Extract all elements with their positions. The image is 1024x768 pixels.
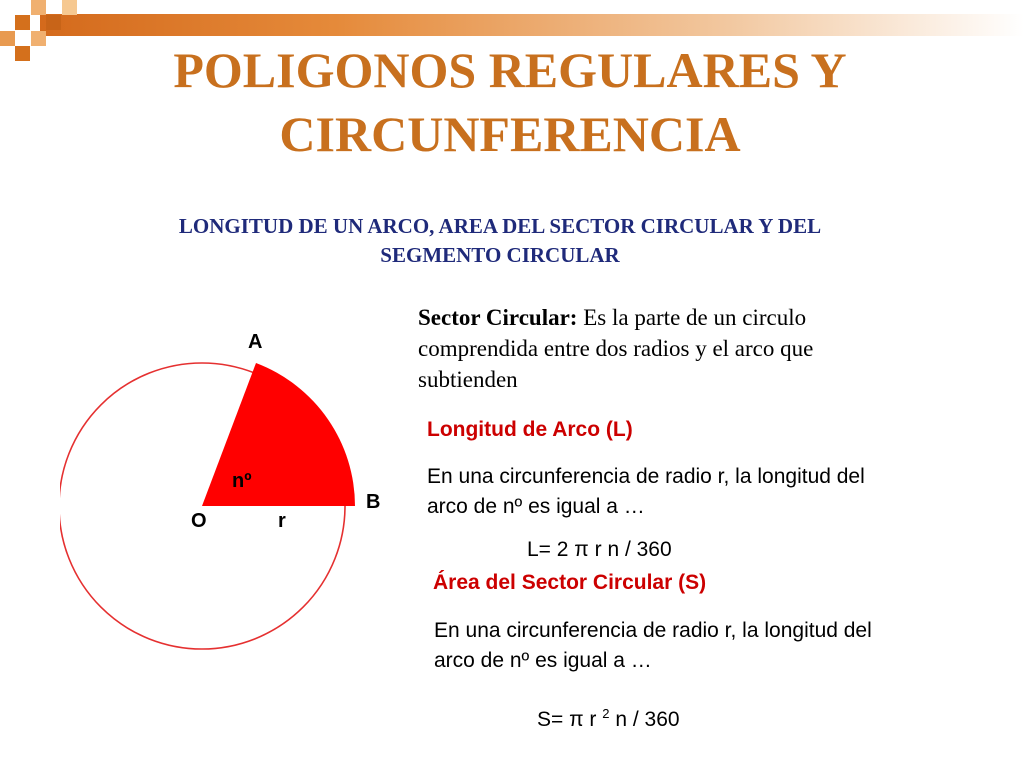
definition-text: Es la parte de un circulo comprendida entre dos radios y el arco que subtienden	[418, 305, 814, 392]
arc-length-text: En una circunferencia de radio r, la longitud del arco de nº es igual a …	[427, 465, 865, 518]
circular-sector	[202, 363, 355, 506]
sector-area-text: En una circunferencia de radio r, la longitud del arco de nº es igual a …	[434, 619, 872, 672]
circle-sector-diagram	[60, 330, 400, 700]
label-b: B	[366, 491, 381, 513]
formula-s-end: n / 360	[609, 708, 680, 731]
subtitle-line-1: LONGITUD DE UN ARCO, AREA DEL SECTOR CIRCULAR Y DEL	[178, 214, 822, 238]
page-subtitle	[80, 212, 920, 270]
sector-area-formula	[537, 706, 680, 732]
sector-definition	[418, 302, 898, 395]
label-r: r	[278, 510, 286, 532]
arc-length-formula: L= 2 π r n / 360	[527, 538, 672, 561]
formula-s-exponent: 2	[602, 706, 610, 721]
definition-term: Sector Circular:	[418, 305, 578, 330]
page-title: POLIGONOS REGULARES Y CIRCUNFERENCIA	[173, 42, 847, 162]
sector-area-heading: Área del Sector Circular (S)	[433, 571, 707, 594]
label-o: O	[191, 510, 207, 532]
label-a: A	[248, 331, 263, 353]
formula-s-start: S= π r	[537, 708, 603, 731]
arc-length-heading: Longitud de Arco (L)	[427, 418, 633, 441]
header-gradient-bar	[40, 14, 1024, 36]
subtitle-line-2: SEGMENTO CIRCULAR	[380, 243, 620, 267]
label-angle-n: nº	[232, 470, 252, 492]
